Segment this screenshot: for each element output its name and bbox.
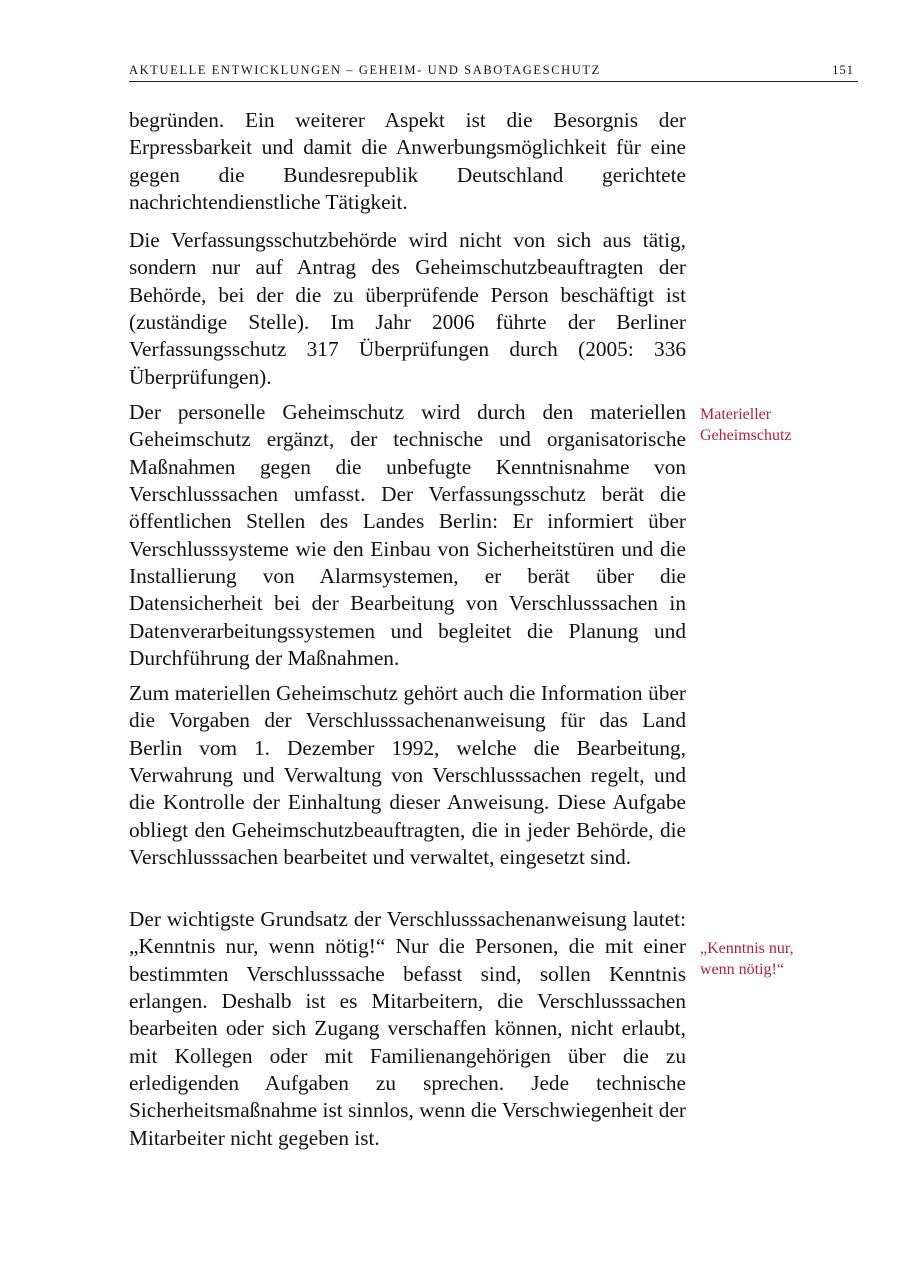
margin-note-kenntnis-nur: „Kenntnis nur, wenn nötig!“ <box>700 940 794 978</box>
page-number: 151 <box>832 63 854 77</box>
paragraph-1: begründen. Ein weiterer Aspekt ist die Besorgnis der Erpressbarkeit und damit die Anwerbungsmöglichkeit für eine gegen die Bundesrepublik Deutschland gerichtete nachrichtendienstliche Tätigkeit. <box>129 108 686 215</box>
paragraph-5: Der wichtigste Grundsatz der Verschlusssachenanweisung lautet: „Kenntnis nur, wenn nötig!“ Nur die Personen, die mit einer bestimmten Verschlusssache befasst sind, sollen Kenntnis erlangen. Deshalb ist es Mitarbeitern, die Verschlusssachen bearbeiten oder sich Zugang verschaffen können, nicht erlaubt, mit Kollegen oder mit Familienangehörigen über die zu erledigenden Aufgaben zu sprechen. Jede technische Sicherheitsmaßnahme ist sinnlos, wenn die Verschwiegenheit der Mitarbeiter nicht gegeben ist. <box>129 907 686 1150</box>
paragraph-4: Zum materiellen Geheimschutz gehört auch die Information über die Vorgaben der Verschlusssachenanweisung für das Land Berlin vom 1. Dezember 1992, welche die Bearbeitung, Verwahrung und Verwaltung von Verschlusssachen regelt, und die Kontrolle der Einhaltung dieser Anweisung. Diese Aufgabe obliegt den Geheimschutzbeauftragten, die in jeder Behörde, die Verschlusssachen bearbeitet und verwaltet, eingesetzt sind. <box>129 681 686 870</box>
running-title: AKTUELLE ENTWICKLUNGEN – GEHEIM- UND SABOTAGESCHUTZ <box>129 63 601 77</box>
paragraph-3: Der personelle Geheimschutz wird durch den materiellen Geheimschutz ergänzt, der technische und organisatorische Maßnahmen gegen die unbefugte Kenntnisnahme von Verschlusssachen umfasst. Der Verfassungsschutz berät die öffentlichen Stellen des Landes Berlin: Er informiert über Verschlusssysteme wie den Einbau von Sicherheitstüren und die Installierung von Alarmsystemen, er berät über die Datensicherheit bei der Bearbeitung von Verschlusssachen in Datenverarbeitungssystemen und begleitet die Planung und Durchführung der Maßnahmen. <box>129 400 686 671</box>
paragraph-2: Die Verfassungsschutzbehörde wird nicht von sich aus tätig, sondern nur auf Antrag des Geheimschutzbeauftragten der Behörde, bei der die zu überprüfende Person beschäftigt ist (zuständige Stelle). Im Jahr 2006 führte der Berliner Verfassungsschutz 317 Überprüfungen durch (2005: 336 Überprüfungen). <box>129 228 686 389</box>
margin-note-materieller-geheimschutz: Materieller Geheimschutz <box>700 406 792 444</box>
running-header <box>129 60 858 82</box>
